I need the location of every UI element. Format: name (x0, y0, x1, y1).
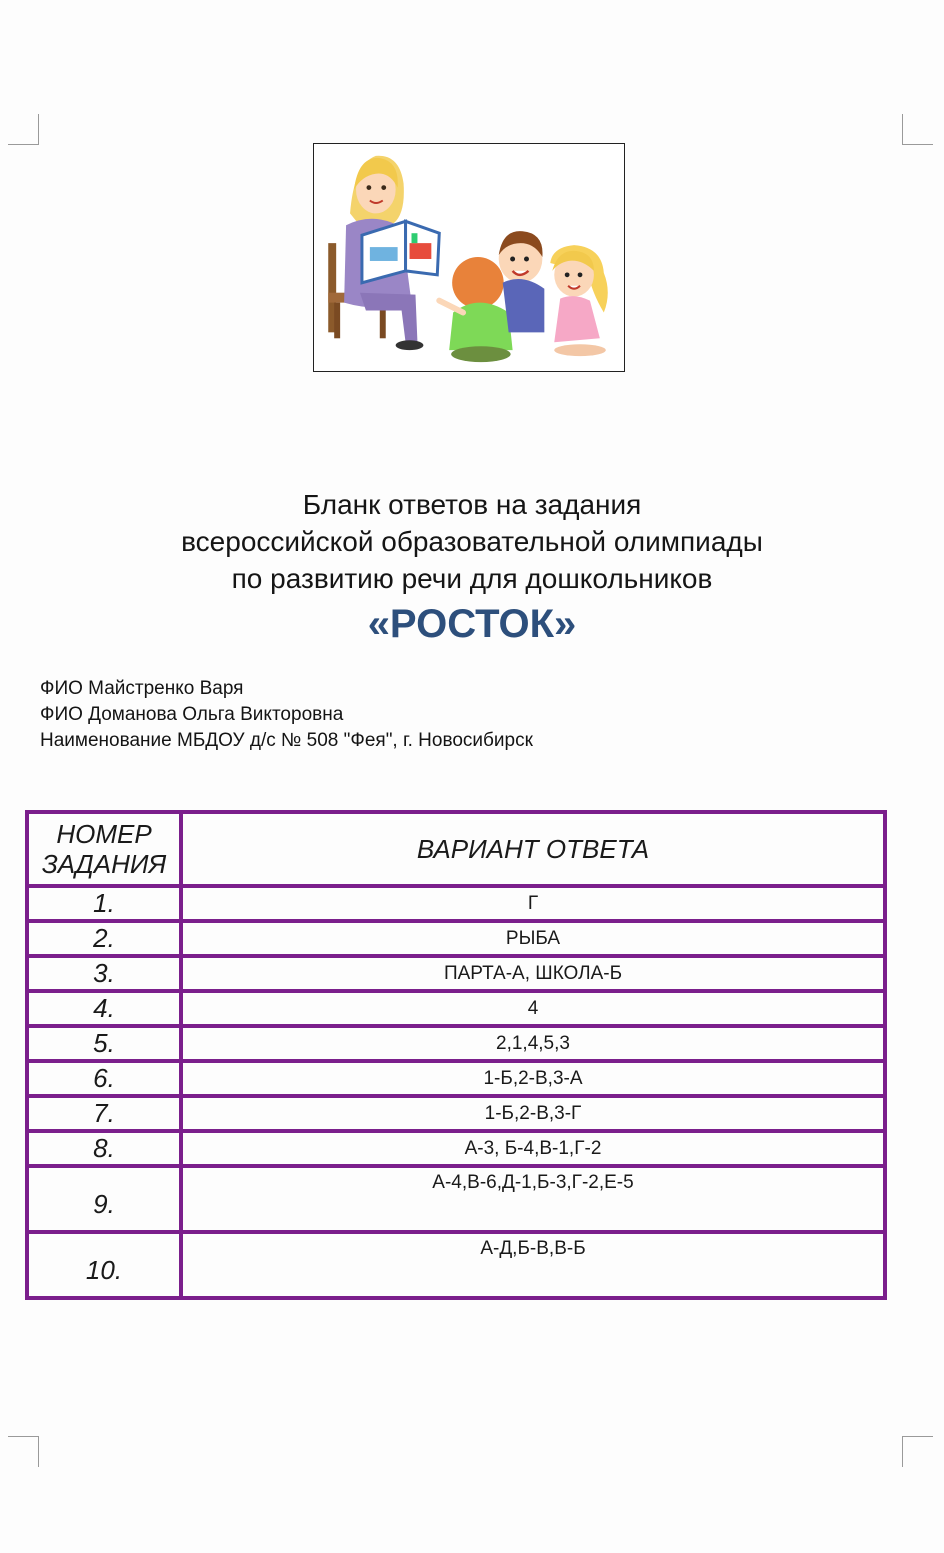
task-answer: ПАРТА-А, ШКОЛА-Б (181, 956, 885, 991)
child-blonde-girl-icon (550, 245, 607, 356)
task-answer: 1-Б,2-В,3-А (181, 1061, 885, 1096)
task-number: 5. (27, 1026, 181, 1061)
task-answer: А-4,В-6,Д-1,Б-3,Г-2,Е-5 (181, 1166, 885, 1232)
header-task-number: НОМЕР ЗАДАНИЯ (27, 812, 181, 886)
task-answer: 1-Б,2-В,3-Г (181, 1096, 885, 1131)
crop-mark-top-left (8, 114, 39, 145)
task-answer: 2,1,4,5,3 (181, 1026, 885, 1061)
table-row (27, 991, 885, 1026)
table-row (27, 1061, 885, 1096)
header-answer-variant: ВАРИАНТ ОТВЕТА (181, 812, 885, 886)
participant-info (40, 676, 533, 754)
task-number: 9. (27, 1166, 181, 1232)
title-block (0, 486, 944, 649)
task-number: 3. (27, 956, 181, 991)
task-number: 2. (27, 921, 181, 956)
answers-table (25, 810, 887, 1300)
teacher-name: ФИО Доманова Ольга Викторовна (40, 704, 344, 725)
task-answer: Г (181, 886, 885, 921)
task-number: 8. (27, 1131, 181, 1166)
task-answer: 4 (181, 991, 885, 1026)
table-row (27, 1026, 885, 1061)
table-row (27, 1096, 885, 1131)
title-line-3: по развитию речи для дошкольников (231, 563, 713, 594)
task-answer: А-Д,Б-В,В-Б (181, 1232, 885, 1298)
task-number: 1. (27, 886, 181, 921)
table-row (27, 921, 885, 956)
task-number: 6. (27, 1061, 181, 1096)
book-icon (362, 221, 439, 282)
title-line-1: Бланк ответов на задания (302, 489, 642, 520)
task-number: 4. (27, 991, 181, 1026)
table-row (27, 886, 885, 921)
task-number: 7. (27, 1096, 181, 1131)
task-number: 10. (27, 1232, 181, 1298)
institution-name: Наименование МБДОУ д/с № 508 "Фея", г. Новосибирск (40, 730, 533, 751)
teacher-reading-illustration (313, 143, 625, 372)
task-answer: РЫБА (181, 921, 885, 956)
child-green-shirt-icon (439, 257, 512, 362)
crop-mark-bottom-right (902, 1436, 933, 1467)
title-line-2: всероссийской образовательной олимпиады (181, 526, 763, 557)
table-header-row (27, 812, 885, 886)
olympiad-name: «РОСТОК» (367, 602, 577, 646)
task-answer: А-3, Б-4,В-1,Г-2 (181, 1131, 885, 1166)
crop-mark-top-right (902, 114, 933, 145)
table-row (27, 956, 885, 991)
crop-mark-bottom-left (8, 1436, 39, 1467)
table-row (27, 1131, 885, 1166)
table-row (27, 1166, 885, 1232)
table-row (27, 1232, 885, 1298)
child-name: ФИО Майстренко Варя (40, 678, 244, 699)
